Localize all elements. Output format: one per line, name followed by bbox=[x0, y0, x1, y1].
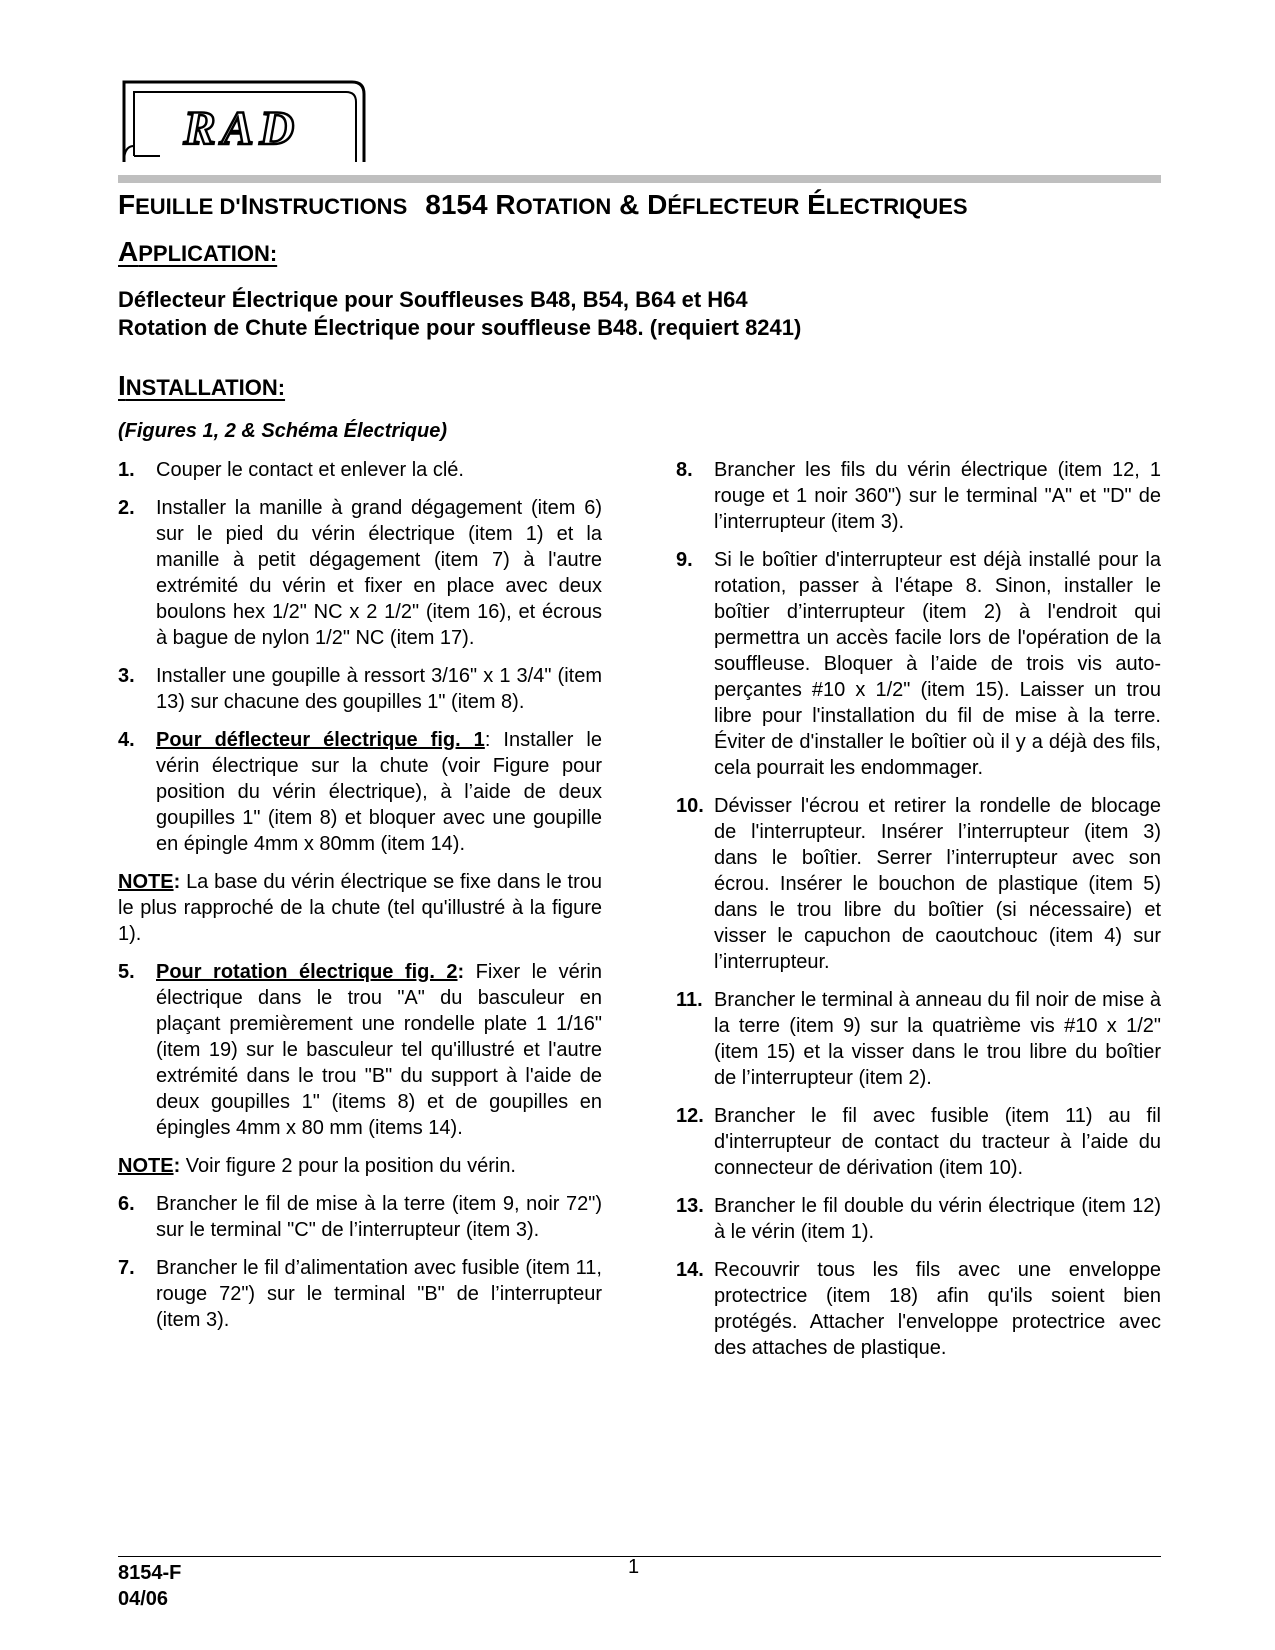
step-5: 5. Pour rotation électrique fig. 2: Fixer le vérin électrique dans le trou "A" du basculeur en plaçant premièrement une rondelle plate 1 1/16" (item 19) sur le basculeur tel qu'illustré et l'autre extrémité dans le trou "B" du support à l'aide de deux goupilles 1" (items 8) et de goupilles en épingles 4mm x 80 mm (items 14). bbox=[118, 961, 602, 1139]
step-13: 13. Brancher le fil double du vérin électrique (item 12) à le vérin (item 1). bbox=[676, 1195, 1161, 1243]
step-6: 6. Brancher le fil de mise à la terre (item 9, noir 72") sur le terminal "C" de l’interrupteur (item 3). bbox=[118, 1193, 602, 1241]
svg-text:RAD: RAD bbox=[183, 102, 301, 155]
application-text bbox=[118, 286, 801, 342]
figures-reference: (Figures 1, 2 & Schéma Électrique) bbox=[118, 420, 447, 442]
installation-heading: INSTALLATION: bbox=[118, 370, 286, 401]
application-heading: APPLICATION: bbox=[118, 236, 278, 267]
step-8: 8. Brancher les fils du vérin électrique (item 12, 1 rouge et 1 noir 360") sur le terminal "A" et "D" de l’interrupteur (item 3). bbox=[676, 459, 1161, 533]
note-1: NOTE: La base du vérin électrique se fixe dans le trou le plus rapproché de la chute (tel qu'illustré à la figure 1). bbox=[118, 871, 602, 945]
application-line: Déflecteur Électrique pour Souffleuses B48, B54, B64 et H64 bbox=[118, 287, 748, 312]
step-4: 4. Pour déflecteur électrique fig. 1: Installer le vérin électrique sur la chute (voir Figure pour position du vérin électrique), à l’aide de deux goupilles 1" (item 8) et bloquer avec une goupille en épingle 4mm x 80mm (item 14). bbox=[118, 729, 603, 855]
step-11: 11. Brancher le terminal à anneau du fil noir de mise à la terre (item 9) sur la quatrième vis #10 x 1/2" (item 15) et la visser dans le trou libre du boîtier de l’interrupteur (item 2). bbox=[676, 989, 1161, 1089]
page-number: 1 bbox=[628, 1556, 640, 1578]
step-1: 1. Couper le contact et enlever la clé. bbox=[118, 459, 464, 481]
instructions-left-column bbox=[118, 457, 602, 1345]
footer-rule bbox=[118, 1556, 1161, 1557]
step-7: 7. Brancher le fil d’alimentation avec fusible (item 11, rouge 72") sur le terminal "B" de l’interrupteur (item 3). bbox=[118, 1257, 602, 1331]
step-9: 9. Si le boîtier d'interrupteur est déjà installé pour la rotation, passer à l'étape 8. Sinon, installer le boîtier d’interrupteur (item 2) à l'endroit qui permettra un accès facile lors de l'opération de la souffleuse. Bloquer à l’aide de trois vis auto-perçantes #10 x 1/2" (item 15). Laisser un trou libre pour l'installation du fil de mise à la terre. Éviter de d'installer le boîtier où il y a déjà des fils, cela pourrait les endommager. bbox=[676, 549, 1161, 779]
rad-logo bbox=[120, 76, 388, 171]
step-5-heading: Pour rotation électrique fig. 2 bbox=[156, 961, 458, 983]
step-3: 3. Installer une goupille à ressort 3/16" x 1 3/4" (item 13) sur chacune des goupilles 1" (item 8). bbox=[118, 665, 602, 713]
step-14: 14. Recouvrir tous les fils avec une enveloppe protectrice (item 18) afin qu'ils soient bien protégés. Attacher l'enveloppe protectrice avec des attaches de plastique. bbox=[676, 1259, 1161, 1359]
step-2: 2. Installer la manille à grand dégagement (item 6) sur le pied du vérin électrique (item 1) et la manille à petit dégagement (item 7) à l'autre extrémité du vérin et fixer en place avec deux boulons hex 1/2" NC x 2 1/2" (item 16), et écrous à bague de nylon 1/2" NC (item 17). bbox=[118, 497, 602, 649]
instructions-right-column bbox=[676, 457, 1161, 1373]
step-12: 12. Brancher le fil avec fusible (item 11) au fil d'interrupteur de contact du tracteur à l’aide du connecteur de dérivation (item 10). bbox=[676, 1105, 1161, 1179]
document-title: FEUILLE D'INSTRUCTIONS 8154 ROTATION & DÉFLECTEUR ÉLECTRIQUES bbox=[118, 189, 968, 220]
document-code: 8154-F 04/06 bbox=[118, 1562, 182, 1610]
note-2: NOTE: Voir figure 2 pour la position du vérin. bbox=[118, 1155, 516, 1177]
top-rule bbox=[118, 175, 1161, 183]
step-4-heading: Pour déflecteur électrique fig. 1 bbox=[156, 729, 485, 751]
application-line: Rotation de Chute Électrique pour souffleuse B48. (requiert 8241) bbox=[118, 315, 802, 340]
step-10: 10. Dévisser l'écrou et retirer la rondelle de blocage de l'interrupteur. Insérer l’interrupteur (item 3) dans le boîtier. Serrer l’interrupteur avec son écrou. Insérer le bouchon de plastique (item 5) dans le trou libre du boîtier (si nécessaire) et visser le capuchon de caoutchouc (item 4) sur l’interrupteur. bbox=[676, 795, 1161, 973]
